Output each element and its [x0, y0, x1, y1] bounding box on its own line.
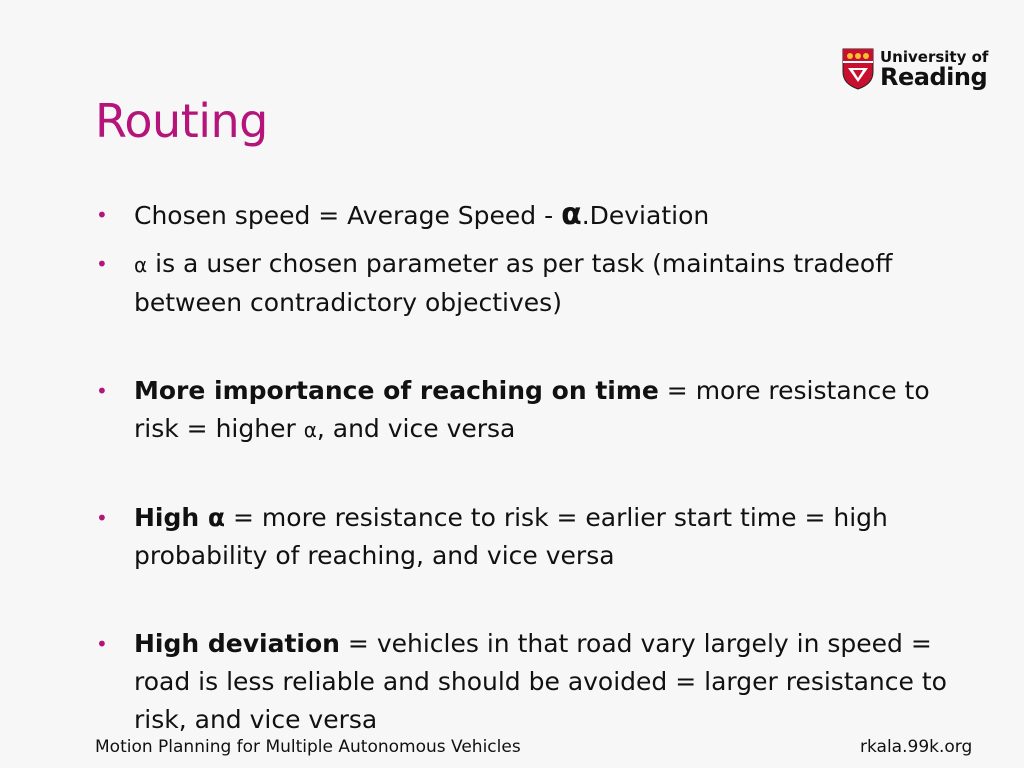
bullet-item — [96, 499, 976, 575]
crest-icon — [842, 48, 874, 90]
bullet-text: High deviation = vehicles in that road vary largely in speed = road is less reliable and should be avoided = larger resistance to risk, and vice versa — [134, 629, 947, 734]
bullet-dot-icon: • — [96, 252, 108, 276]
slide-title: Routing — [95, 94, 268, 148]
university-logo — [842, 48, 988, 90]
bullet-dot-icon: • — [96, 379, 108, 403]
bullet-dot-icon: • — [96, 203, 108, 227]
logo-line2: Reading — [880, 62, 988, 91]
footer-course-title: Motion Planning for Multiple Autonomous Vehicles — [95, 737, 521, 757]
bullet-text: High α = more resistance to risk = earlier start time = high probability of reaching, and vice versa — [134, 503, 888, 570]
bullet-text: More importance of reaching on time = more resistance to risk = higher α, and vice versa — [134, 376, 930, 443]
bullet-dot-icon: • — [96, 506, 108, 530]
bullet-text: α is a user chosen parameter as per task (maintains tradeoff between contradictory objectives) — [134, 249, 893, 317]
footer-website: rkala.99k.org — [860, 737, 973, 757]
bullet-item — [96, 625, 976, 739]
bullet-item — [96, 196, 976, 235]
bullet-item — [96, 372, 976, 449]
bullet-text: Chosen speed = Average Speed - α.Deviation — [134, 197, 710, 232]
bullet-list — [96, 196, 976, 739]
bullet-dot-icon: • — [96, 632, 108, 656]
bullet-item — [96, 245, 976, 322]
logo-line1: University of — [880, 47, 989, 66]
